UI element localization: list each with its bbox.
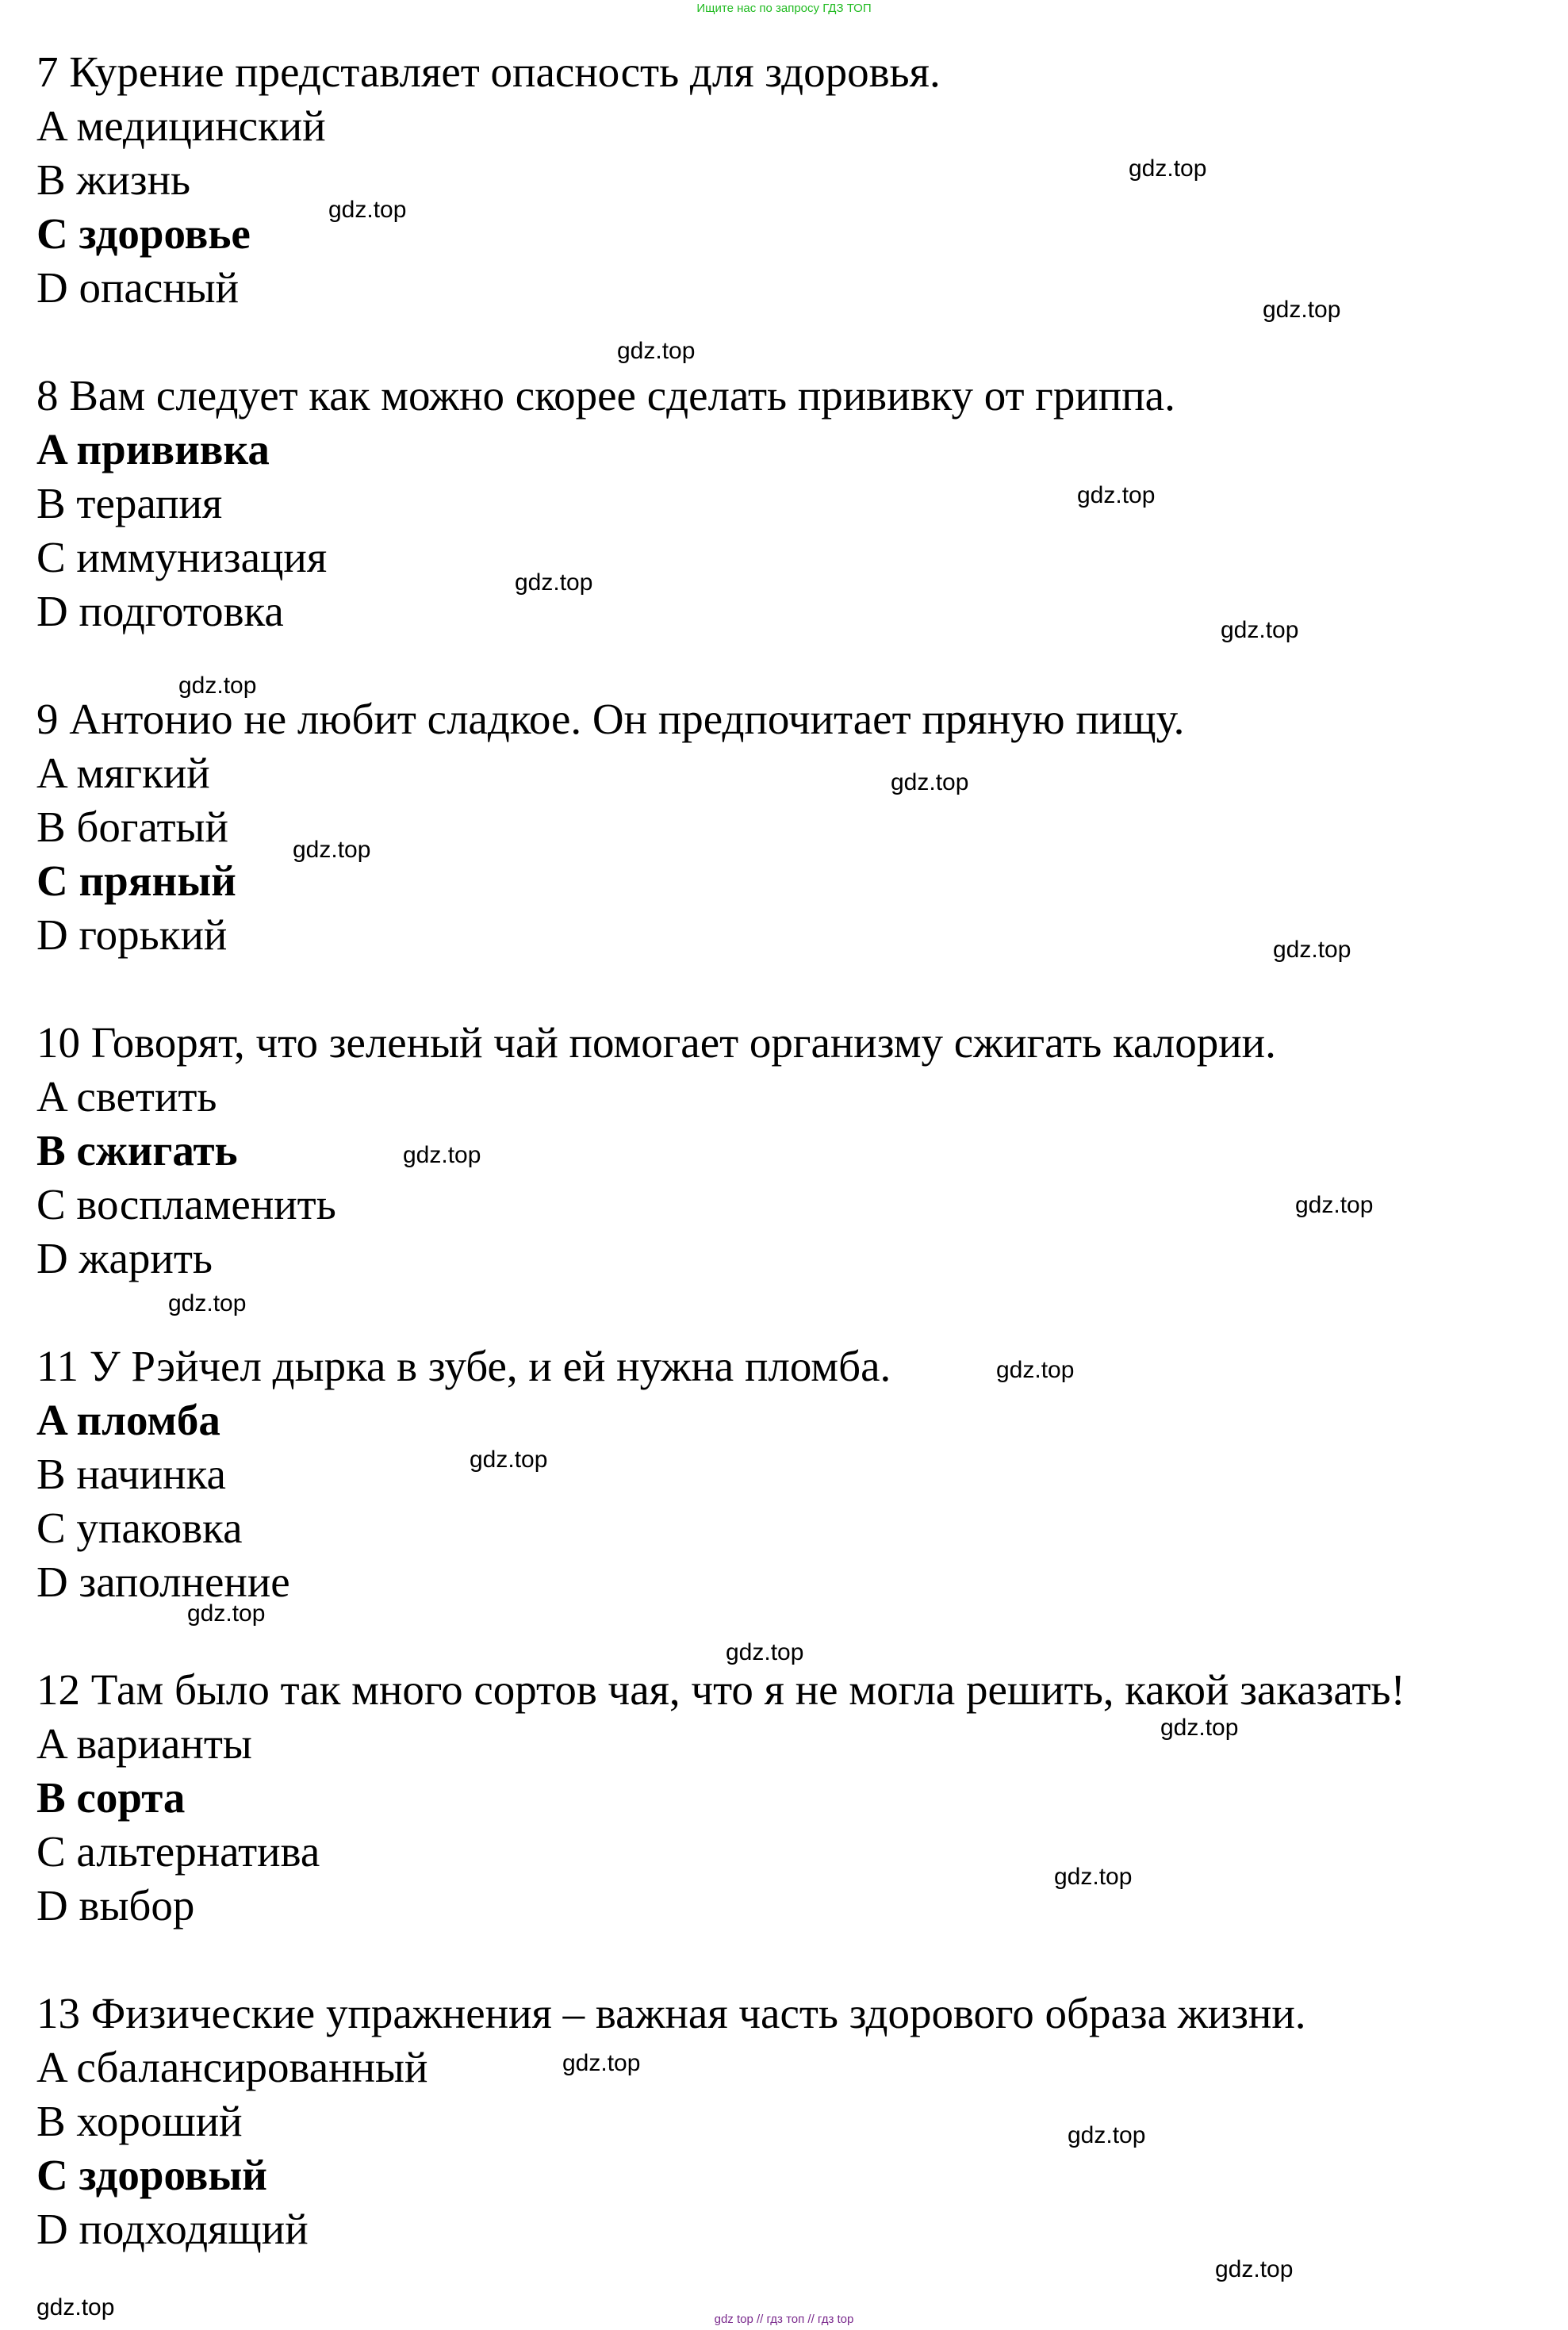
question-10 [36, 1016, 1405, 1286]
option-a: A светить [36, 1072, 217, 1121]
watermark: gdz.top [996, 1357, 1075, 1383]
watermark: gdz.top [562, 2050, 641, 2076]
question-13 [36, 1987, 1405, 2256]
option-c: C упаковка [36, 1504, 243, 1552]
question-text: 10 Говорят, что зеленый чай помогает организму сжигать калории. [36, 1018, 1276, 1067]
watermark: gdz.top [470, 1447, 548, 1473]
option-a: A медицинский [36, 102, 326, 150]
question-text: 9 Антонио не любит сладкое. Он предпочитает пряную пищу. [36, 695, 1185, 743]
option-c: C воспламенить [36, 1180, 336, 1228]
question-9 [36, 692, 1405, 962]
option-c: C иммунизация [36, 533, 328, 581]
watermark: gdz.top [515, 569, 593, 596]
option-b: B терапия [36, 479, 223, 527]
question-text: 13 Физические упражнения – важная часть здорового образа жизни. [36, 1989, 1306, 2037]
watermark: gdz.top [1263, 297, 1341, 323]
option-d: D горький [36, 910, 228, 959]
watermark: gdz.top [1273, 937, 1351, 963]
watermark: gdz.top [403, 1142, 481, 1168]
option-a: A сбалансированный [36, 2043, 428, 2091]
watermark: gdz.top [328, 197, 407, 223]
option-c: C альтернатива [36, 1827, 320, 1876]
watermark: gdz.top [1054, 1864, 1133, 1890]
watermark: gdz.top [36, 2294, 115, 2320]
watermark: gdz.top [293, 837, 371, 863]
option-c-correct: C пряный [36, 857, 236, 905]
question-text: 7 Курение представляет опасность для здоровья. [36, 48, 941, 96]
footer: gdz top // гдз топ // гдз top [714, 2313, 854, 2326]
option-a: A варианты [36, 1719, 252, 1768]
watermark: gdz.top [178, 673, 257, 699]
option-d: D жарить [36, 1234, 213, 1282]
watermark: gdz.top [891, 769, 969, 795]
option-b: B начинка [36, 1450, 226, 1498]
option-d: D выбор [36, 1881, 195, 1930]
option-a: A мягкий [36, 749, 210, 797]
question-text: 12 Там было так много сортов чая, что я не могла решить, какой заказать! [36, 1665, 1405, 1714]
watermark: gdz.top [1077, 482, 1156, 508]
question-11 [36, 1339, 1405, 1609]
option-d: D опасный [36, 263, 240, 312]
option-b: B богатый [36, 803, 228, 851]
watermark: gdz.top [1215, 2256, 1294, 2282]
option-a-correct: A прививка [36, 425, 270, 473]
option-d: D заполнение [36, 1558, 290, 1606]
option-c-correct: C здоровый [36, 2151, 267, 2199]
watermark: gdz.top [726, 1639, 804, 1665]
watermark: gdz.top [1129, 155, 1207, 182]
top-banner: Ищите нас по запросу ГДЗ ТОП [696, 2, 872, 15]
watermark: gdz.top [1295, 1192, 1374, 1218]
watermark: gdz.top [617, 338, 696, 364]
option-d: D подготовка [36, 587, 284, 635]
option-c-correct: C здоровье [36, 209, 251, 258]
watermark: gdz.top [1068, 2122, 1146, 2148]
question-list [36, 45, 1405, 2256]
option-b: B жизнь [36, 155, 191, 204]
question-12 [36, 1663, 1405, 1933]
watermark: gdz.top [1221, 617, 1299, 643]
question-text: 8 Вам следует как можно скорее сделать прививку от гриппа. [36, 371, 1175, 420]
option-b-correct: B сжигать [36, 1126, 238, 1175]
option-d: D подходящий [36, 2205, 309, 2253]
option-b-correct: B сорта [36, 1773, 186, 1822]
question-text: 11 У Рэйчел дырка в зубе, и ей нужна пломба. [36, 1342, 891, 1390]
option-b: B хороший [36, 2097, 243, 2145]
watermark: gdz.top [168, 1290, 247, 1316]
watermark: gdz.top [187, 1600, 266, 1627]
watermark: gdz.top [1160, 1715, 1239, 1741]
question-8 [36, 369, 1405, 638]
option-a-correct: A пломба [36, 1396, 220, 1444]
